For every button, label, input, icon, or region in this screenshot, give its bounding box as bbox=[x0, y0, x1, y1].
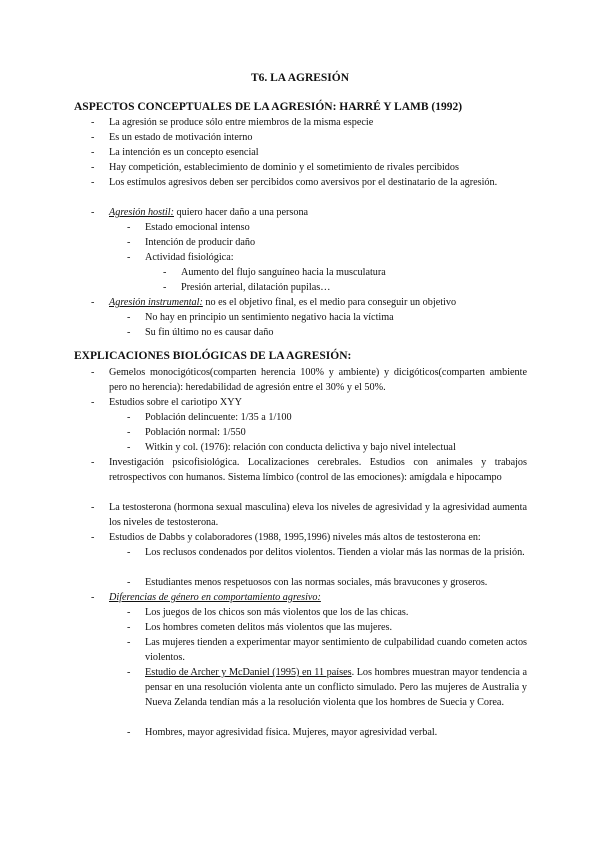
bullet-dash: - bbox=[127, 412, 131, 423]
sub-item: Hombres, mayor agresividad física. Mujeres, mayor agresividad verbal. bbox=[145, 727, 438, 738]
bullet-dash: - bbox=[163, 267, 167, 278]
hostile-label: Agresión hostil: bbox=[109, 207, 174, 218]
bullet-dash: - bbox=[127, 252, 131, 263]
bullet-dash: - bbox=[91, 397, 95, 408]
sub-item: Población delincuente: 1/35 a 1/100 bbox=[145, 412, 292, 423]
list-item-psycho: Investigación psicofisiológica. Localizaciones cerebrales. Estudios con animales y trabajos retrospectivos con humanos. Sistema límbico (control de las emociones): amígdala e hipocampo bbox=[109, 457, 527, 483]
sub-item: Intención de producir daño bbox=[145, 237, 256, 248]
sub-sub-item: Presión arterial, dilatación pupilas… bbox=[181, 282, 331, 293]
instrumental-label: Agresión instrumental: bbox=[109, 297, 203, 308]
list-item-testosterone: La testosterona (hormona sexual masculina) eleva los niveles de agresividad y la agresividad aumenta los niveles de testosterona. bbox=[109, 502, 527, 528]
list-item-instrumental bbox=[109, 295, 529, 310]
section-heading-biological: EXPLICACIONES BIOLÓGICAS DE LA AGRESIÓN: bbox=[74, 350, 352, 362]
sub-item: Su fin último no es causar daño bbox=[145, 327, 274, 338]
sub-item: Los juegos de los chicos son más violentos que los de las chicas. bbox=[145, 607, 409, 618]
bullet-dash: - bbox=[91, 592, 95, 603]
sub-item: No hay en principio un sentimiento negativo hacia la víctima bbox=[145, 312, 394, 323]
archer-text: . Los hombres muestran mayor tendencia a pensar en una resolución violenta ante un conflicto simulado. Pero las mujeres de Australia y Nueva Zelanda tendían más a la resolución violenta que los hombres de Suecia y Corea. bbox=[145, 667, 527, 708]
page-title: T6. LA AGRESIÓN bbox=[250, 72, 350, 84]
bullet-dash: - bbox=[163, 282, 167, 293]
bullet-dash: - bbox=[91, 147, 95, 158]
list-item-karyotype: Estudios sobre el cariotipo XYY bbox=[109, 397, 242, 408]
bullet-dash: - bbox=[91, 117, 95, 128]
sub-item: Estado emocional intenso bbox=[145, 222, 250, 233]
list-item: La intención es un concepto esencial bbox=[109, 147, 259, 158]
bullet-dash: - bbox=[127, 667, 131, 678]
bullet-dash: - bbox=[91, 367, 95, 378]
list-item: Es un estado de motivación interno bbox=[109, 132, 253, 143]
bullet-dash: - bbox=[127, 327, 131, 338]
bullet-dash: - bbox=[91, 207, 95, 218]
bullet-dash: - bbox=[127, 622, 131, 633]
bullet-dash: - bbox=[91, 162, 95, 173]
bullet-dash: - bbox=[127, 607, 131, 618]
sub-item: Witkin y col. (1976): relación con conducta delictiva y bajo nivel intelectual bbox=[145, 442, 456, 453]
bullet-dash: - bbox=[127, 427, 131, 438]
bullet-dash: - bbox=[127, 727, 131, 738]
bullet-dash: - bbox=[91, 457, 95, 468]
list-item-hostile bbox=[109, 205, 529, 220]
list-item: Hay competición, establecimiento de dominio y el sometimiento de rivales percibidos bbox=[109, 162, 459, 173]
sub-item: Estudiantes menos respetuosos con las normas sociales, más bravucones y groseros. bbox=[145, 577, 488, 588]
bullet-dash: - bbox=[127, 547, 131, 558]
sub-item: Las mujeres tienden a experimentar mayor sentimiento de culpabilidad cuando cometen actos violentos. bbox=[145, 637, 527, 663]
bullet-dash: - bbox=[127, 442, 131, 453]
instrumental-text: no es el objetivo final, es el medio para conseguir un objetivo bbox=[202, 297, 457, 308]
sub-item: Los hombres cometen delitos más violentos que las mujeres. bbox=[145, 622, 392, 633]
sub-item-archer bbox=[145, 665, 527, 710]
list-item-twins: Gemelos monocigóticos(comparten herencia 100% y ambiente) y dicigóticos(comparten ambiente pero no herencia): heredabilidad de agresión entre el 30% y el 50%. bbox=[109, 367, 527, 393]
sub-item: Los reclusos condenados por delitos violentos. Tienden a violar más las normas de la prisión. bbox=[145, 547, 525, 558]
list-item: Los estímulos agresivos deben ser percibidos como aversivos por el destinatario de la agresión. bbox=[109, 177, 498, 188]
sub-sub-item: Aumento del flujo sanguíneo hacia la musculatura bbox=[181, 267, 386, 278]
list-item: La agresión se produce sólo entre miembros de la misma especie bbox=[109, 117, 374, 128]
list-item-dabbs: Estudios de Dabbs y colaboradores (1988, 1995,1996) niveles más altos de testosterona en: bbox=[109, 532, 481, 543]
bullet-dash: - bbox=[127, 222, 131, 233]
section-heading-concepts: ASPECTOS CONCEPTUALES DE LA AGRESIÓN: HARRÉ Y LAMB (1992) bbox=[74, 101, 463, 113]
bullet-dash: - bbox=[91, 177, 95, 188]
archer-label: Estudio de Archer y McDaniel (1995) en 11 países bbox=[145, 667, 352, 678]
bullet-dash: - bbox=[91, 132, 95, 143]
bullet-dash: - bbox=[91, 532, 95, 543]
sub-item: Actividad fisiológica: bbox=[145, 252, 234, 263]
hostile-text: quiero hacer daño a una persona bbox=[174, 207, 309, 218]
list-item-gender bbox=[109, 590, 529, 605]
bullet-dash: - bbox=[127, 312, 131, 323]
bullet-dash: - bbox=[127, 237, 131, 248]
bullet-dash: - bbox=[127, 577, 131, 588]
sub-item: Población normal: 1/550 bbox=[145, 427, 246, 438]
bullet-dash: - bbox=[91, 502, 95, 513]
bullet-dash: - bbox=[91, 297, 95, 308]
bullet-dash: - bbox=[127, 637, 131, 648]
gender-label: Diferencias de género en comportamiento agresivo: bbox=[109, 592, 321, 603]
